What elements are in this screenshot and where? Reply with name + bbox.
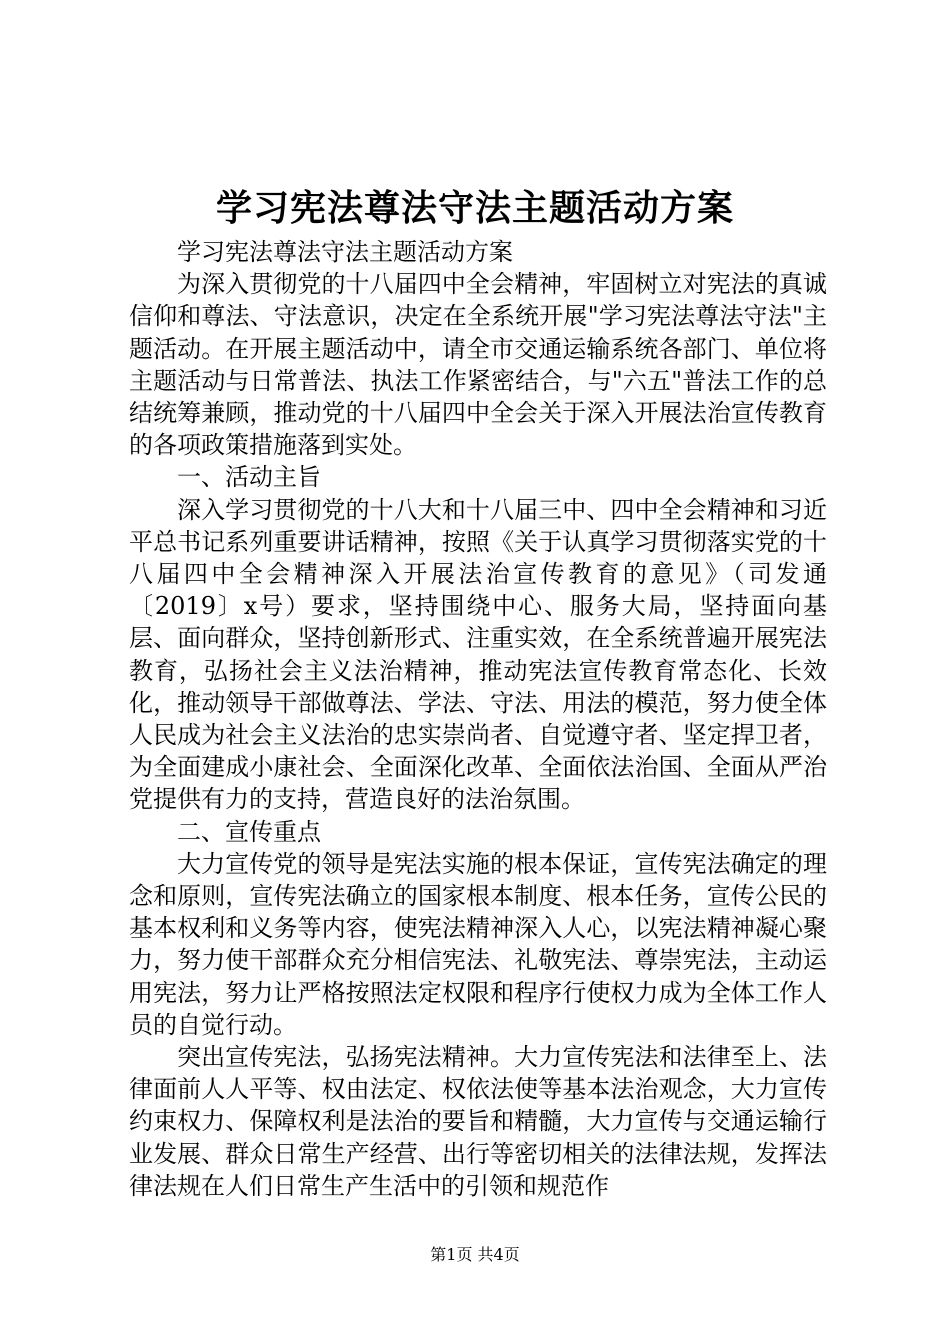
paragraph-purpose: 深入学习贯彻党的十八大和十八届三中、四中全会精神和习近平总书记系列重要讲话精神，按照《关于认真学习贯彻落实党的十八届四中全会精神深入开展法治宣传教育的意见》（司发通〔2019〕x号）要求，坚持围绕中心、服务大局，坚持面向基层、面向群众，坚持创新形式、注重实效，在全系统普遍开展宪法教育，弘扬社会主义法治精神，推动宪法宣传教育常态化、长效化，推动领导干部做尊法、学法、守法、用法的模范，努力使全体人民成为社会主义法治的忠实崇尚者、自觉遵守者、坚定捍卫者，为全面建成小康社会、全面深化改革、全面依法治国、全面从严治党提供有力的支持，营造良好的法治氛围。 — [129, 495, 827, 814]
document-title: 学习宪法尊法守法主题活动方案 — [215, 187, 734, 229]
paragraph-focus-2: 突出宣传宪法，弘扬宪法精神。大力宣传宪法和法律至上、法律面前人人平等、权由法定、权依法使等基本法治观念，大力宣传约束权力、保障权利是法治的要旨和精髓，大力宣传与交通运输行业发展、群众日常生产经营、出行等密切相关的法律法规，发挥法律法规在人们日常生产生活中的引领和规范作 — [129, 1043, 827, 1200]
section-heading-focus: 二、宣传重点 — [177, 817, 321, 846]
paragraph-intro: 为深入贯彻党的十八届四中全会精神，牢固树立对宪法的真诚信仰和尊法、守法意识，决定在全系统开展"学习宪法尊法守法"主题活动。在开展主题活动中，请全市交通运输系统各部门、单位将主题活动与日常普法、执法工作紧密结合，与"六五"普法工作的总结统筹兼顾，推动党的十八届四中全会关于深入开展法治宣传教育的各项政策措施落到实处。 — [129, 270, 827, 460]
paragraph-focus-1: 大力宣传党的领导是宪法实施的根本保证，宣传宪法确定的理念和原则，宣传宪法确立的国家根本制度、根本任务，宣传公民的基本权利和义务等内容，使宪法精神深入人心，以宪法精神凝心聚力，努力使干部群众充分相信宪法、礼敬宪法、尊崇宪法，主动运用宪法，努力让严格按照法定权限和程序行使权力成为全体工作人员的自觉行动。 — [129, 849, 827, 1039]
section-heading-purpose: 一、活动主旨 — [177, 463, 321, 492]
page-footer: 第1页 共4页 — [430, 1245, 520, 1264]
document-body — [129, 236, 827, 1202]
paragraph-subtitle: 学习宪法尊法守法主题活动方案 — [177, 238, 513, 266]
